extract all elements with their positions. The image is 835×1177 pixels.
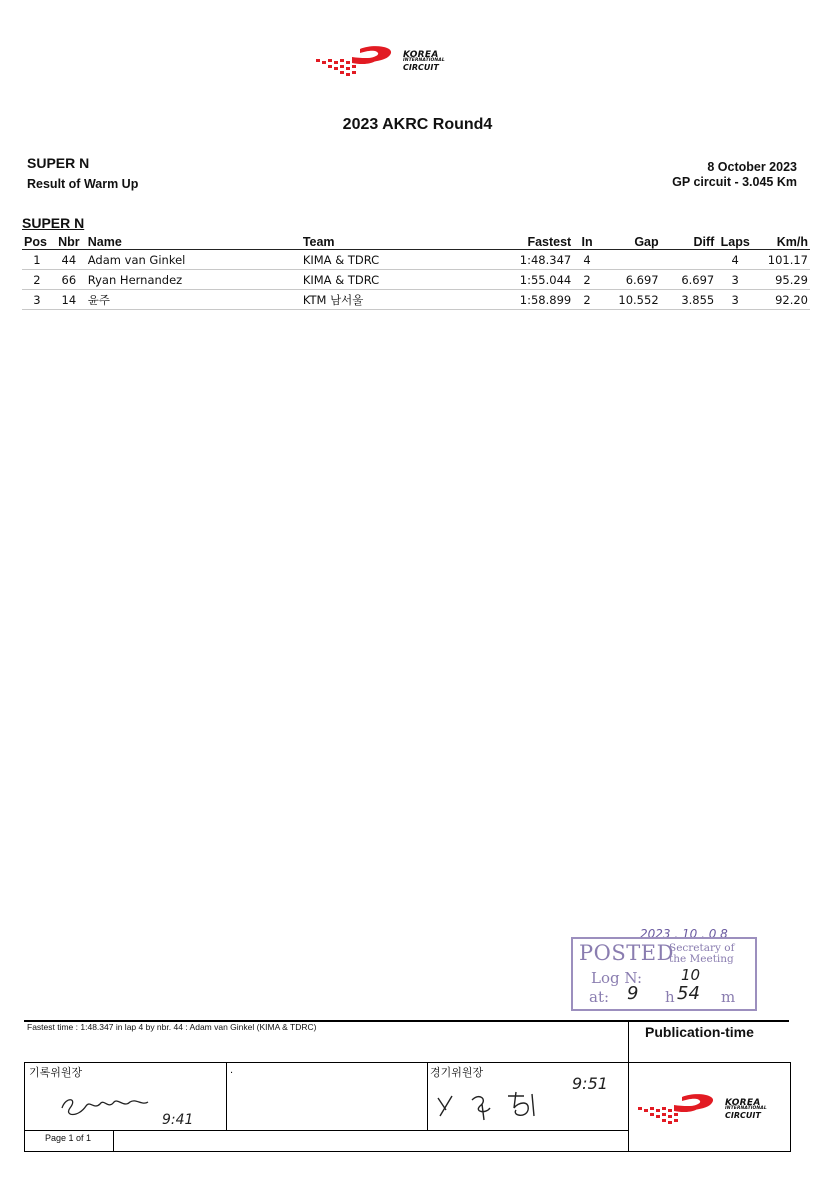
cell-name: Ryan Hernandez [86, 270, 301, 290]
footer-signature-top [24, 1062, 791, 1063]
signature-2-time: 9:51 [572, 1074, 608, 1093]
col-kmh: Km/h [754, 234, 810, 250]
col-laps: Laps [716, 234, 754, 250]
logo-line-2: INTERNATIONAL [725, 1106, 767, 1112]
circuit-info: GP circuit - 3.045 Km [672, 175, 797, 189]
results-table [22, 234, 810, 310]
footer-divider-vertical [628, 1020, 629, 1152]
section-title: SUPER N [22, 215, 85, 231]
col-in: In [573, 234, 601, 250]
cell-fastest: 1:48.347 [468, 250, 573, 270]
cell-team: KIMA & TDRC [301, 270, 468, 290]
cell-diff: 3.855 [661, 290, 717, 310]
footer-page-rule [24, 1130, 628, 1131]
col-diff: Diff [661, 234, 717, 250]
cell-name: 윤주 [86, 290, 301, 310]
cell-nbr: 44 [52, 250, 86, 270]
korea-circuit-logo [316, 43, 445, 79]
class-name: SUPER N [27, 155, 90, 171]
stamp-log: Log N: [591, 969, 643, 987]
col-team: Team [301, 234, 468, 250]
cell-kmh: 95.29 [754, 270, 810, 290]
signature-dot: . [230, 1064, 234, 1076]
posted-stamp [571, 937, 757, 1011]
stamp-h: h [665, 988, 675, 1006]
table-row [22, 290, 810, 310]
cell-laps: 3 [716, 270, 754, 290]
cell-diff: 6.697 [661, 270, 717, 290]
col-name: Name [86, 234, 301, 250]
event-title: 2023 AKRC Round4 [342, 116, 493, 133]
logo-line-3: CIRCUIT [725, 1110, 761, 1120]
cell-gap: 10.552 [601, 290, 661, 310]
stamp-handwritten-date: 2023 . 10 . 0 8 [640, 927, 728, 941]
logo-line-1: KOREA [403, 49, 439, 60]
logo-wordmark-footer [725, 1099, 767, 1119]
signature-1-time: 9:41 [162, 1112, 194, 1128]
cell-in: 4 [573, 250, 601, 270]
results-header-row [22, 234, 810, 250]
steward-2-label: 경기위원장 [430, 1067, 484, 1079]
circuit-swoosh-icon [638, 1091, 722, 1127]
korea-circuit-logo-footer [638, 1091, 767, 1127]
col-gap: Gap [601, 234, 661, 250]
cell-pos: 2 [22, 270, 52, 290]
table-row [22, 250, 810, 270]
stamp-handwritten-hour: 9 [627, 983, 639, 1004]
logo-line-2: INTERNATIONAL [403, 58, 445, 64]
logo-line-1: KOREA [725, 1097, 761, 1108]
stamp-at: at: [589, 988, 610, 1006]
cell-laps: 3 [716, 290, 754, 310]
cell-team: KIMA & TDRC [301, 250, 468, 270]
cell-kmh: 92.20 [754, 290, 810, 310]
footer-bottom-rule [24, 1151, 791, 1152]
publication-time-label: Publication-time [645, 1024, 754, 1040]
footer-sig-divider-1 [226, 1062, 227, 1130]
stamp-m: m [721, 988, 736, 1006]
col-nbr: Nbr [52, 234, 86, 250]
footer-left-border [24, 1062, 25, 1152]
stamp-secretary-line-2: the Meeting [669, 953, 734, 965]
cell-laps: 4 [716, 250, 754, 270]
cell-pos: 3 [22, 290, 52, 310]
circuit-swoosh-icon [316, 43, 400, 79]
col-fastest: Fastest [468, 234, 573, 250]
signature-1 [56, 1088, 156, 1122]
cell-team: KTM 남서울 [301, 290, 468, 310]
cell-gap: 6.697 [601, 270, 661, 290]
page-number: Page 1 of 1 [45, 1133, 92, 1143]
cell-in: 2 [573, 270, 601, 290]
cell-nbr: 14 [52, 290, 86, 310]
footer-right-border [790, 1062, 791, 1152]
logo-wordmark [403, 51, 445, 71]
stamp-handwritten-log: 10 [681, 966, 701, 984]
cell-gap [601, 250, 661, 270]
steward-1-label: 기록위원장 [29, 1067, 83, 1079]
fastest-time-note: Fastest time : 1:48.347 in lap 4 by nbr. 44 : Adam van Ginkel (KIMA & TDRC) [27, 1022, 317, 1032]
stamp-handwritten-minute: 54 [677, 983, 700, 1004]
cell-nbr: 66 [52, 270, 86, 290]
footer-page-box-divider [113, 1130, 114, 1152]
logo-line-3: CIRCUIT [403, 62, 439, 72]
session-name: Result of Warm Up [27, 177, 139, 191]
footer-sig-divider-2 [427, 1062, 428, 1130]
stamp-secretary-line-1: Secretary of [669, 942, 735, 954]
signature-2 [432, 1086, 552, 1126]
col-pos: Pos [22, 234, 52, 250]
stamp-secretary [669, 943, 735, 965]
cell-name: Adam van Ginkel [86, 250, 301, 270]
cell-fastest: 1:58.899 [468, 290, 573, 310]
cell-diff [661, 250, 717, 270]
cell-in: 2 [573, 290, 601, 310]
table-row [22, 270, 810, 290]
stamp-posted: POSTED [579, 941, 674, 965]
cell-pos: 1 [22, 250, 52, 270]
event-date: 8 October 2023 [707, 160, 797, 174]
cell-kmh: 101.17 [754, 250, 810, 270]
cell-fastest: 1:55.044 [468, 270, 573, 290]
